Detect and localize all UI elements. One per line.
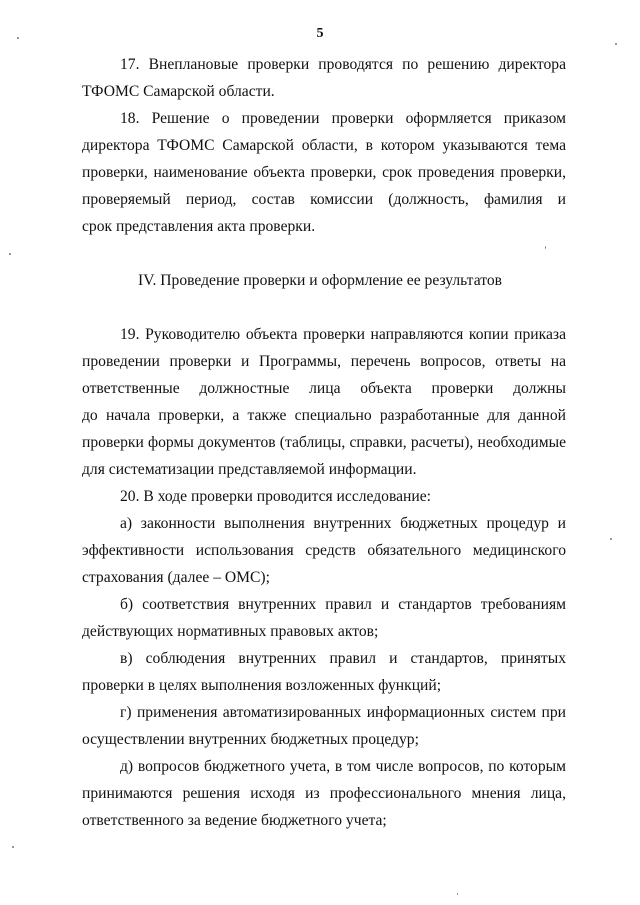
text-line: г) применения автоматизированных информационных систем при [120, 704, 566, 721]
text-line: проверки формы документов (таблицы, справки, расчеты), необходимые [82, 434, 566, 451]
scan-speck [545, 246, 546, 249]
text-line: 18. Решение о проведении проверки оформляется приказом [120, 110, 566, 127]
text-line: для систематизации представляемой информации. [82, 461, 417, 478]
text-line: 17. Внеплановые проверки проводятся по решению директора [120, 56, 566, 73]
text-line: осуществлении внутренних бюджетных процедур; [82, 731, 419, 748]
section-heading: IV. Проведение проверки и оформление ее результатов [138, 272, 502, 289]
text-line: до начала проверки, а также специально разработанные для данной [82, 407, 566, 424]
text-line: эффективности использования средств обязательного медицинского [82, 542, 566, 559]
text-line: 20. В ходе проверки проводится исследование: [120, 488, 431, 505]
text-line: срок представления акта проверки. [82, 218, 316, 235]
text-line: ответственного за ведение бюджетного учета; [82, 812, 387, 829]
text-line: 19. Руководителю объекта проверки направляются копии приказа [120, 326, 566, 343]
page-number: 5 [316, 26, 324, 41]
scan-speck [457, 893, 458, 895]
text-line: д) вопросов бюджетного учета, в том числе вопросов, по которым [120, 758, 566, 775]
text-line: страхования (далее – ОМС); [82, 569, 270, 586]
text-line: проведении проверки и Программы, перечень вопросов, ответы на [82, 353, 566, 370]
text-line: принимаются решения исходя из профессионального мнения лица, [82, 785, 566, 802]
text-line: проверки в целях выполнения возложенных функций; [82, 677, 442, 694]
text-line: проверки, наименование объекта проверки, срок проведения проверки, [82, 164, 566, 181]
scan-speck [610, 538, 612, 540]
scan-speck [9, 253, 11, 255]
text-line: директора ТФОМС Самарской области, в котором указываются тема [82, 137, 566, 154]
text-line: действующих нормативных правовых актов; [82, 623, 379, 640]
scan-speck [17, 37, 19, 39]
text-line: б) соответствия внутренних правил и стандартов требованиям [120, 596, 566, 613]
scan-speck [615, 43, 617, 45]
text-line: ответственные должностные лица объекта проверки должны [82, 380, 566, 397]
text-line: а) законности выполнения внутренних бюджетных процедур и [120, 515, 566, 532]
text-line: ТФОМС Самарской области. [82, 83, 275, 100]
text-line: проверяемый период, состав комиссии (должность, фамилия и [82, 191, 566, 208]
scan-speck [12, 846, 14, 848]
text-line: в) соблюдения внутренних правил и стандартов, принятых [120, 650, 566, 667]
